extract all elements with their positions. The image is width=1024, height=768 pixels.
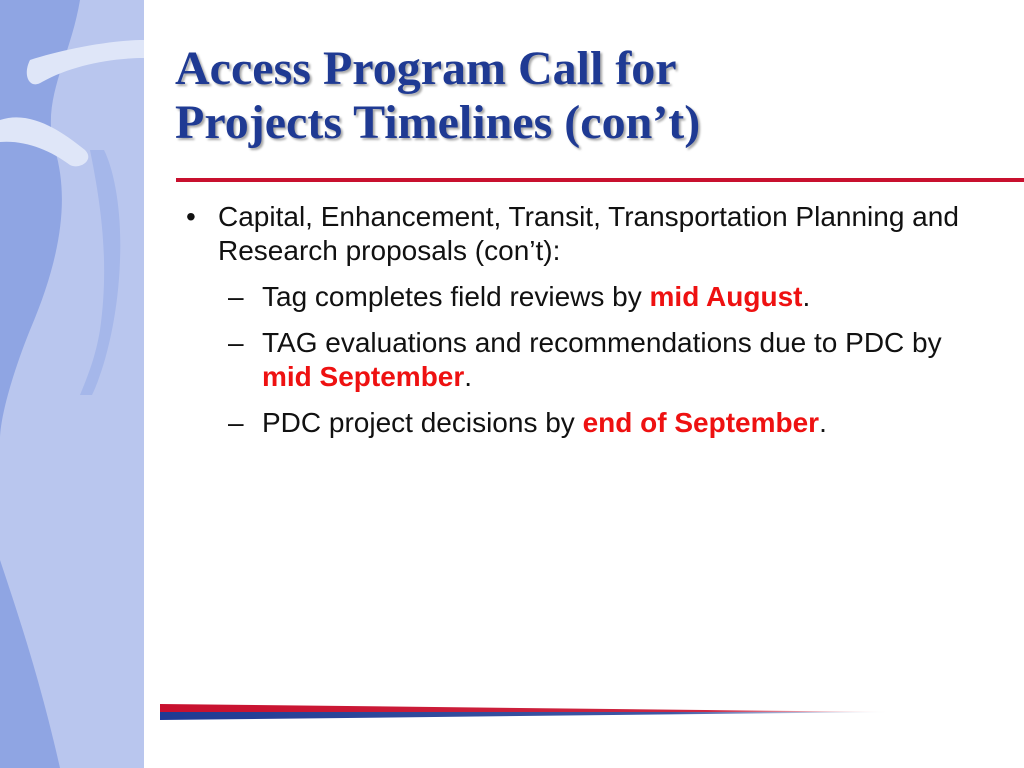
- sub-bullet-text: TAG evaluations and recommendations due to PDC by: [262, 327, 942, 358]
- sub-bullet-text: Tag completes field reviews by: [262, 281, 650, 312]
- dash-icon: –: [228, 327, 244, 358]
- sub-bullet-item: [186, 406, 986, 440]
- bullet-item: [186, 200, 986, 268]
- highlight-date: mid September: [262, 361, 465, 392]
- sub-bullet-suffix: .: [464, 361, 473, 392]
- sub-bullet-list: [186, 280, 986, 440]
- highlight-date: end of September: [582, 407, 820, 438]
- sub-bullet-item: [186, 280, 986, 314]
- slide-body: [186, 200, 986, 452]
- slide-title: [175, 42, 700, 150]
- bottom-decorative-stripe: [160, 700, 890, 724]
- sub-bullet-suffix: .: [819, 407, 827, 438]
- stripe-graphic: [160, 700, 890, 724]
- highlight-date: mid August: [649, 281, 803, 312]
- bullet-icon: •: [186, 201, 196, 232]
- dash-icon: –: [228, 281, 244, 312]
- sub-bullet-suffix: .: [802, 281, 811, 312]
- left-decorative-band: [0, 0, 144, 768]
- title-line-1: Access Program Call for: [175, 42, 677, 95]
- sub-bullet-item: [186, 326, 986, 394]
- bullet-text: Capital, Enhancement, Transit, Transportation Planning and Research proposals (con’t):: [218, 201, 959, 266]
- title-underline: [176, 178, 1024, 182]
- title-line-2: Projects Timelines (con’t): [175, 96, 701, 149]
- dash-icon: –: [228, 407, 244, 438]
- sub-bullet-text: PDC project decisions by: [262, 407, 583, 438]
- wave-graphic: [0, 0, 144, 768]
